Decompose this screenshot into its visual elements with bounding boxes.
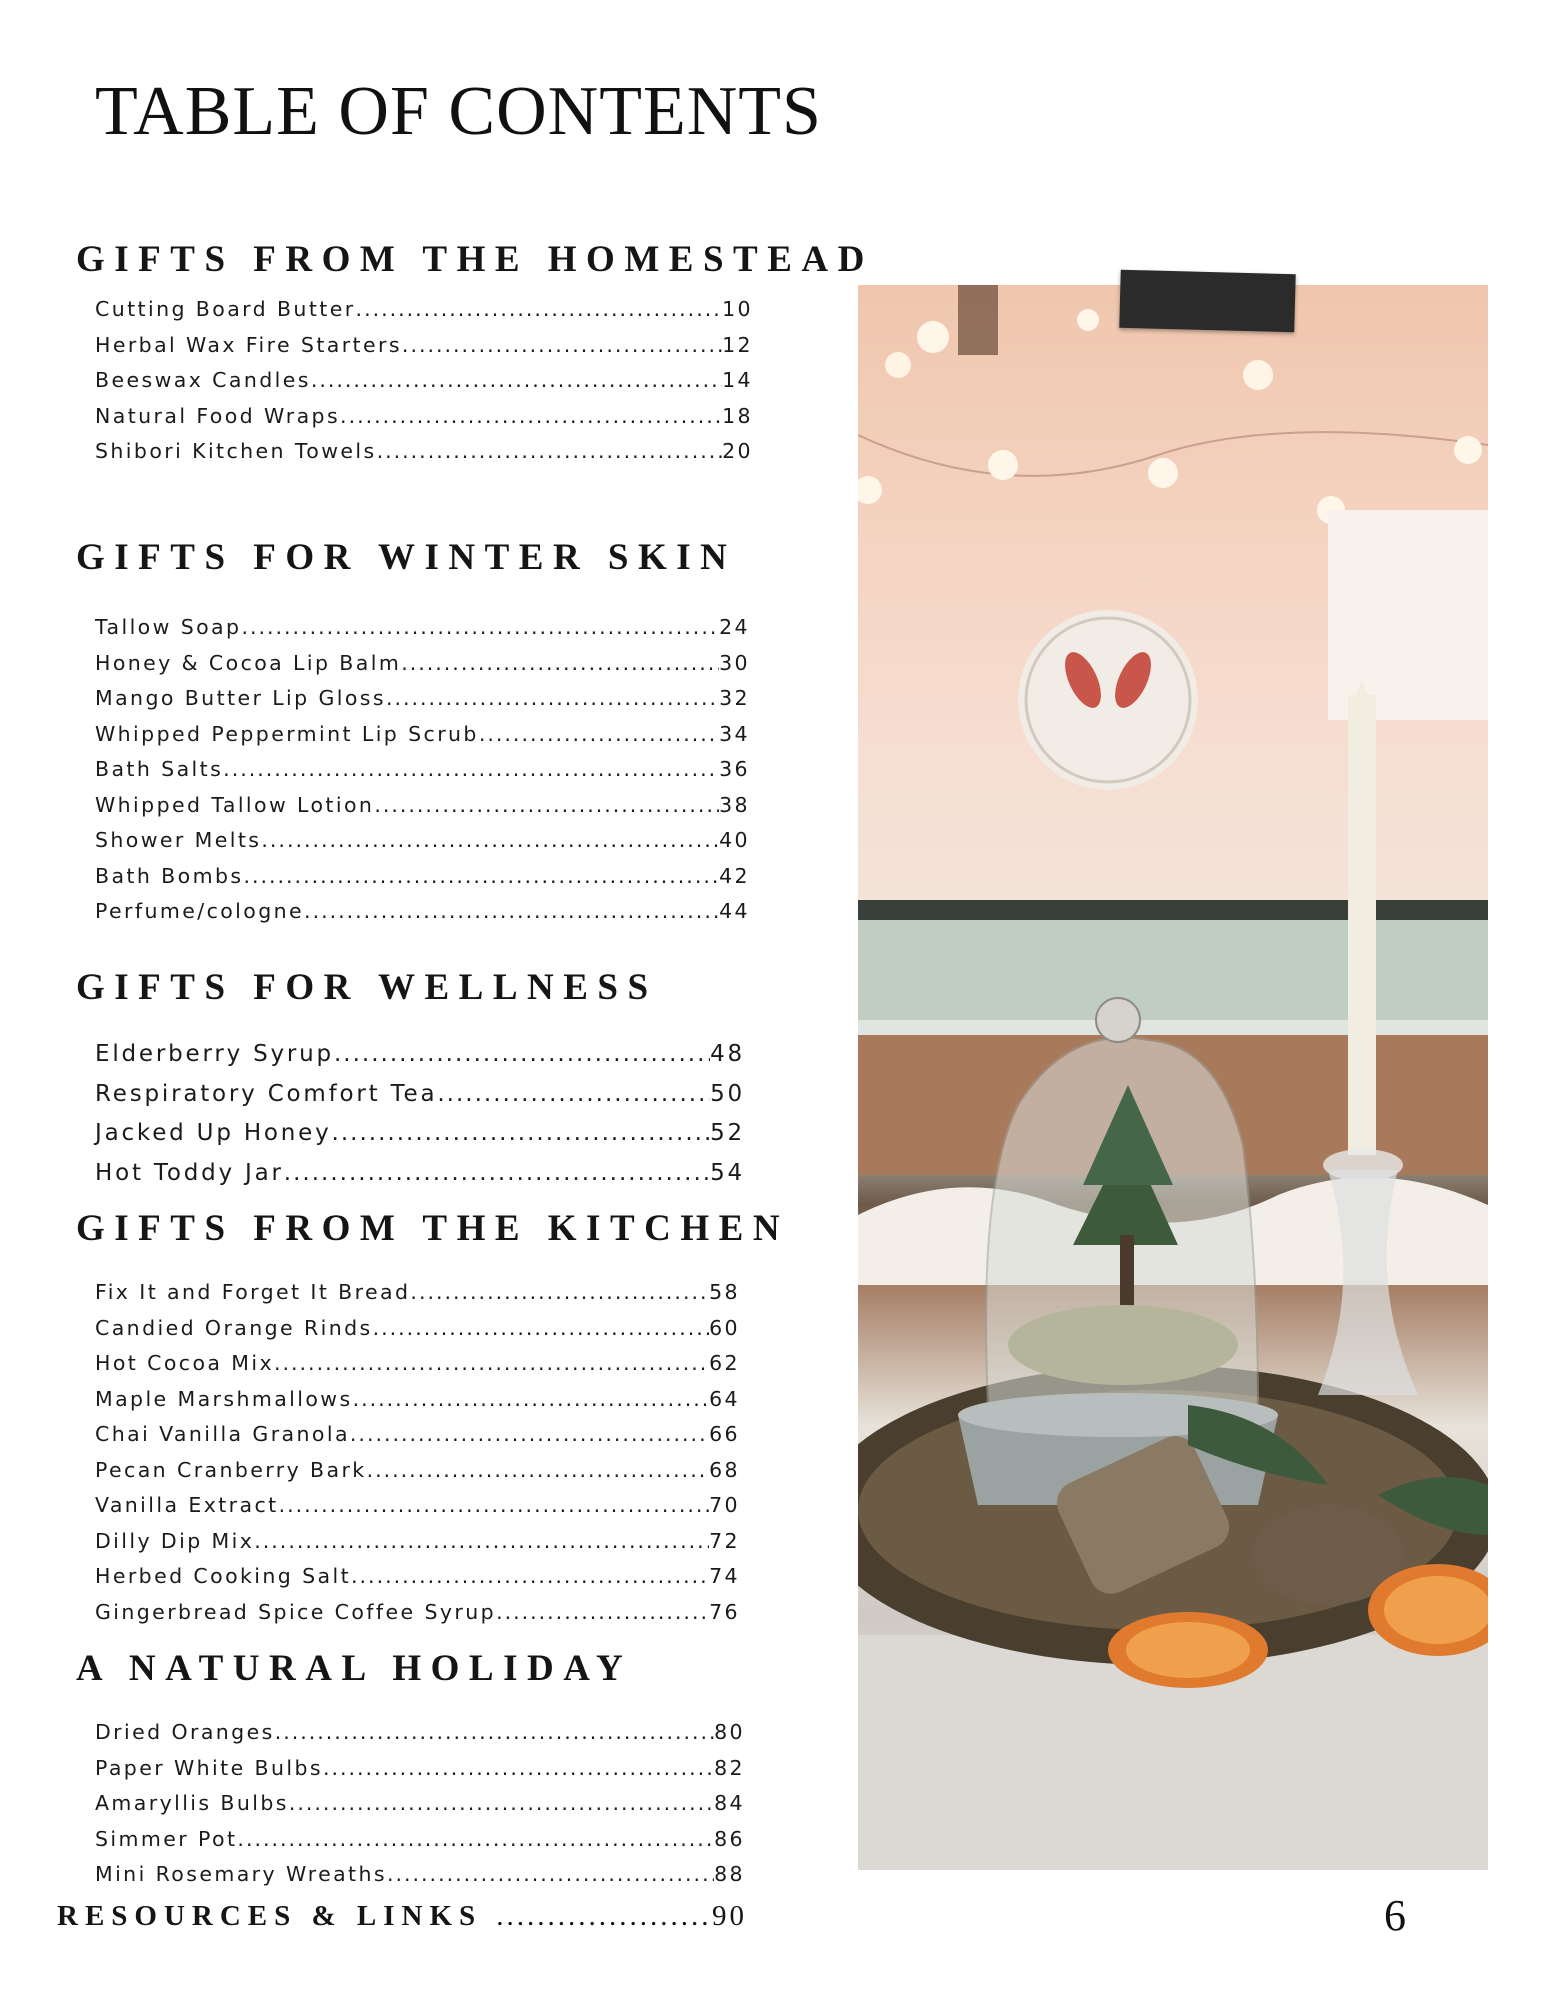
dot-leader [279, 1488, 710, 1524]
entry-title: Simmer Pot [95, 1826, 238, 1851]
dot-leader [223, 752, 719, 788]
entry-page-number: 82 [714, 1755, 745, 1780]
entry-title: Dried Oranges [95, 1720, 275, 1744]
entry-page-number: 64 [709, 1386, 740, 1411]
toc-entry[interactable] [95, 788, 750, 824]
dot-leader [402, 328, 722, 364]
toc-entry[interactable] [95, 894, 750, 930]
entry-title: Tallow Soap [95, 615, 242, 639]
entry-page-number: 50 [710, 1080, 745, 1107]
dot-leader [496, 1900, 712, 1933]
page-title: TABLE OF CONTENTS [95, 73, 822, 150]
entry-title: Dilly Dip Mix [95, 1528, 255, 1553]
resources-links-entry[interactable] [57, 1900, 747, 1933]
entry-title: Herbed Cooking Salt [95, 1564, 352, 1588]
toc-entry[interactable] [95, 399, 753, 435]
entry-page-number: 70 [709, 1493, 740, 1517]
dot-leader [261, 823, 719, 859]
entry-title: Chai Vanilla Granola [95, 1422, 350, 1446]
entry-title: Vanilla Extract [95, 1493, 279, 1517]
entry-title: Whipped Tallow Lotion [95, 792, 375, 817]
entry-title: Mango Butter Lip Gloss [95, 686, 386, 710]
toc-entry[interactable] [95, 1595, 740, 1631]
entry-page-number: 12 [722, 332, 753, 357]
entry-page-number: 42 [719, 863, 750, 888]
toc-entry[interactable] [95, 1822, 745, 1858]
page-number: 6 [1384, 1891, 1406, 1940]
toc-entry[interactable] [95, 1715, 745, 1751]
dot-leader [241, 610, 719, 646]
dot-leader [401, 646, 719, 682]
entry-page-number: 80 [714, 1720, 745, 1744]
toc-entry[interactable] [95, 1311, 740, 1347]
dot-leader [304, 894, 719, 930]
toc-list-wellness [95, 1035, 745, 1193]
entry-page-number: 40 [719, 828, 750, 852]
toc-entry[interactable] [95, 610, 750, 646]
toc-entry[interactable] [95, 1488, 740, 1524]
toc-entry[interactable] [95, 1075, 745, 1115]
entry-page-number: 14 [722, 368, 753, 392]
entry-title: Pecan Cranberry Bark [95, 1457, 367, 1482]
entry-page-number: 86 [714, 1826, 745, 1851]
toc-entry[interactable] [95, 1346, 740, 1382]
entry-title: Hot Toddy Jar [95, 1159, 284, 1186]
dot-leader [289, 1786, 714, 1822]
entry-title: Maple Marshmallows [95, 1386, 353, 1411]
toc-entry[interactable] [95, 1114, 745, 1154]
toc-list-homestead [95, 292, 753, 470]
toc-entry[interactable] [95, 1154, 745, 1194]
entry-title: Candied Orange Rinds [95, 1315, 373, 1340]
resources-page-number: 90 [712, 1900, 747, 1932]
toc-entry[interactable] [95, 681, 750, 717]
entry-title: Beeswax Candles [95, 368, 311, 392]
entry-title: Whipped Peppermint Lip Scrub [95, 721, 479, 746]
toc-entry[interactable] [95, 1857, 745, 1893]
entry-title: Cutting Board Butter [95, 297, 356, 321]
entry-title: Fix It and Forget It Bread [95, 1280, 411, 1304]
entry-page-number: 10 [722, 297, 753, 321]
entry-title: Respiratory Comfort Tea [95, 1080, 438, 1107]
entry-title: Amaryllis Bulbs [95, 1791, 289, 1815]
toc-list-winter-skin [95, 610, 750, 930]
dot-leader [237, 1822, 714, 1858]
section-heading-natural-holiday: A NATURAL HOLIDAY [76, 1648, 633, 1689]
dot-leader [353, 1382, 710, 1418]
toc-entry[interactable] [95, 1786, 745, 1822]
toc-entry[interactable] [95, 823, 750, 859]
entry-page-number: 30 [719, 650, 750, 675]
entry-title: Bath Salts [95, 757, 224, 781]
dot-leader [334, 1035, 710, 1075]
entry-page-number: 66 [709, 1422, 740, 1446]
dot-leader [254, 1524, 709, 1560]
entry-page-number: 72 [709, 1528, 740, 1553]
toc-entry[interactable] [95, 1035, 745, 1075]
toc-entry[interactable] [95, 292, 753, 328]
toc-entry[interactable] [95, 328, 753, 364]
entry-page-number: 88 [714, 1862, 745, 1886]
entry-page-number: 74 [709, 1564, 740, 1588]
dot-leader [374, 788, 719, 824]
dot-leader [410, 1275, 709, 1311]
toc-list-kitchen [95, 1275, 740, 1630]
toc-entry[interactable] [95, 434, 753, 470]
toc-entry[interactable] [95, 1524, 740, 1560]
entry-title: Gingerbread Spice Coffee Syrup [95, 1599, 497, 1624]
entry-page-number: 54 [710, 1159, 745, 1186]
entry-page-number: 62 [709, 1351, 740, 1375]
entry-page-number: 84 [714, 1791, 745, 1815]
toc-list-natural-holiday [95, 1715, 745, 1893]
toc-entry[interactable] [95, 859, 750, 895]
entry-page-number: 18 [722, 403, 753, 428]
dot-leader [351, 1559, 709, 1595]
entry-title: Hot Cocoa Mix [95, 1351, 274, 1375]
entry-page-number: 34 [719, 721, 750, 746]
toc-entry[interactable] [95, 752, 750, 788]
entry-page-number: 44 [719, 899, 750, 923]
dot-leader [243, 859, 719, 895]
dot-leader [274, 1346, 709, 1382]
dot-leader [437, 1075, 710, 1115]
entry-page-number: 52 [710, 1120, 745, 1146]
entry-title: Jacked Up Honey [95, 1120, 332, 1146]
entry-page-number: 48 [710, 1041, 745, 1067]
dot-leader [373, 1311, 710, 1347]
section-heading-homestead: GIFTS FROM THE HOMESTEAD [76, 239, 874, 280]
entry-title: Shower Melts [95, 828, 262, 852]
entry-page-number: 38 [719, 792, 750, 817]
entry-title: Elderberry Syrup [95, 1041, 334, 1067]
entry-page-number: 32 [719, 686, 750, 710]
resources-title: RESOURCES & LINKS [57, 1900, 483, 1932]
toc-entry[interactable] [95, 1453, 740, 1489]
dot-leader [340, 399, 722, 435]
entry-page-number: 68 [709, 1457, 740, 1482]
entry-page-number: 24 [719, 615, 750, 639]
dot-leader [377, 434, 723, 470]
entry-title: Herbal Wax Fire Starters [95, 332, 402, 357]
toc-entry[interactable] [95, 717, 750, 753]
dot-leader [479, 717, 719, 753]
entry-page-number: 36 [719, 757, 750, 781]
toc-entry[interactable] [95, 646, 750, 682]
section-heading-wellness: GIFTS FOR WELLNESS [76, 967, 658, 1008]
entry-title: Perfume/cologne [95, 899, 305, 923]
toc-entry[interactable] [95, 1751, 745, 1787]
entry-title: Honey & Cocoa Lip Balm [95, 650, 402, 675]
photo-illustration [858, 285, 1488, 1870]
entry-title: Bath Bombs [95, 863, 244, 888]
dot-leader [350, 1417, 709, 1453]
toc-entry[interactable] [95, 363, 753, 399]
photo-tape [1119, 270, 1295, 333]
dot-leader [323, 1751, 714, 1787]
holiday-centerpiece-photo [858, 285, 1488, 1870]
toc-entry[interactable] [95, 1417, 740, 1453]
section-heading-winter-skin: GIFTS FOR WINTER SKIN [76, 537, 737, 578]
dot-leader [496, 1595, 709, 1631]
entry-page-number: 60 [709, 1315, 740, 1340]
entry-title: Shibori Kitchen Towels [95, 439, 377, 463]
entry-title: Paper White Bulbs [95, 1755, 323, 1780]
toc-entry[interactable] [95, 1382, 740, 1418]
dot-leader [332, 1114, 711, 1154]
toc-entry[interactable] [95, 1275, 740, 1311]
dot-leader [356, 292, 723, 328]
section-heading-kitchen: GIFTS FROM THE KITCHEN [76, 1208, 790, 1249]
toc-entry[interactable] [95, 1559, 740, 1595]
entry-page-number: 76 [709, 1599, 740, 1624]
entry-page-number: 20 [722, 439, 753, 463]
entry-title: Mini Rosemary Wreaths [95, 1862, 387, 1886]
dot-leader [275, 1715, 714, 1751]
dot-leader [367, 1453, 710, 1489]
dot-leader [311, 363, 722, 399]
dot-leader [386, 681, 719, 717]
dot-leader [284, 1154, 710, 1194]
entry-title: Natural Food Wraps [95, 403, 341, 428]
entry-page-number: 58 [709, 1280, 740, 1304]
dot-leader [387, 1857, 714, 1893]
